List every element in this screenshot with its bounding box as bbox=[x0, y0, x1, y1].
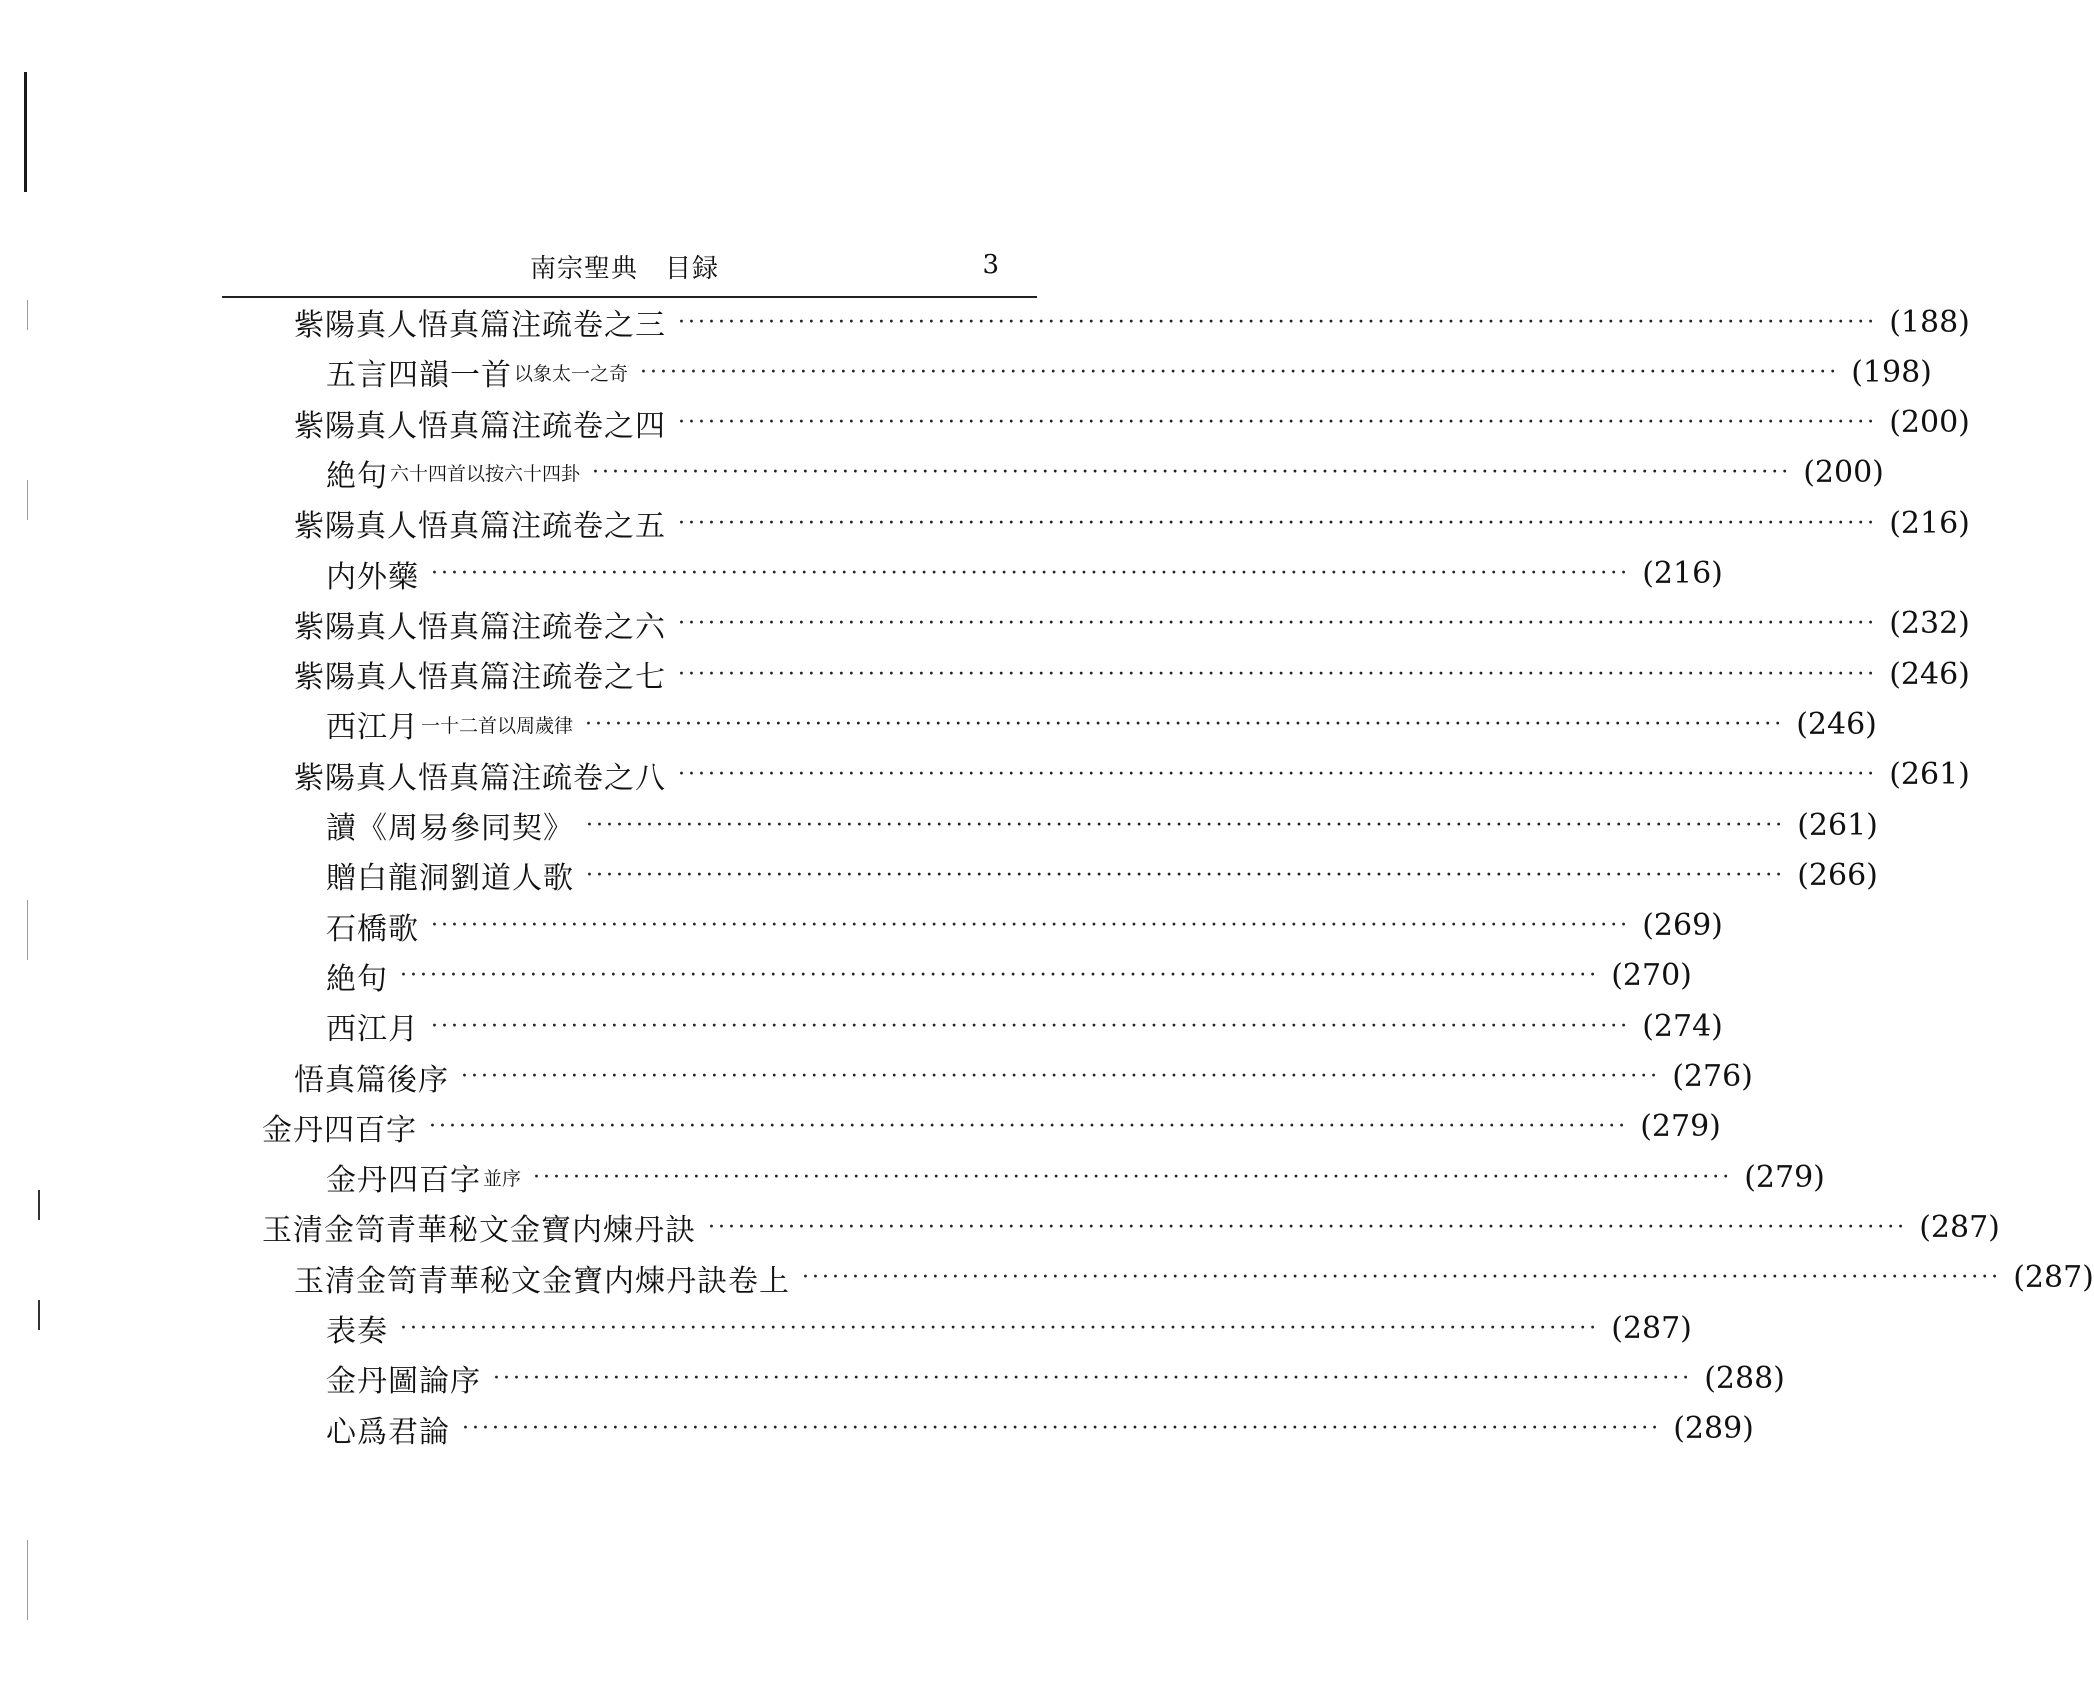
toc-entry-title: 絶句 bbox=[326, 458, 388, 494]
toc-entry bbox=[326, 798, 1878, 852]
toc-entry bbox=[294, 597, 1970, 651]
toc-entry-title: 西江月 bbox=[326, 1012, 419, 1048]
toc-entry-page: (188) bbox=[1889, 304, 1970, 340]
toc-entry bbox=[326, 848, 1878, 902]
running-header bbox=[222, 240, 1037, 296]
toc-entry bbox=[326, 697, 1877, 751]
toc-entry-title: 金丹四百字 bbox=[326, 1163, 481, 1199]
toc-entry-title: 玉清金笥青華秘文金寶内煉丹訣 bbox=[262, 1213, 696, 1249]
toc-entry bbox=[326, 345, 1932, 399]
toc-entry bbox=[294, 496, 1970, 550]
toc-entry-page: (287) bbox=[1611, 1310, 1692, 1346]
toc-leader-dots: ························································································································ bbox=[533, 1164, 1733, 1190]
toc-entry-title: 金丹圖論序 bbox=[326, 1364, 481, 1400]
toc-leader-dots: ························································································································ bbox=[678, 309, 1878, 335]
scan-artifact bbox=[38, 1190, 40, 1220]
toc-entry-title: 内外藥 bbox=[326, 559, 419, 595]
toc-entry-page: (200) bbox=[1803, 455, 1884, 491]
toc-entry bbox=[294, 1251, 2094, 1305]
toc-entry bbox=[262, 1100, 1721, 1154]
scan-artifact bbox=[27, 1540, 28, 1620]
toc-entry bbox=[294, 1050, 1753, 1104]
toc-entry-title: 悟真篇後序 bbox=[294, 1062, 449, 1098]
toc-entry bbox=[294, 748, 1970, 802]
toc-leader-dots: ························································································································ bbox=[431, 561, 1631, 586]
toc-entry-page: (198) bbox=[1851, 354, 1932, 390]
toc-leader-dots: ························································································································ bbox=[586, 862, 1786, 888]
toc-entry-note: 一十二首以周歲律 bbox=[421, 714, 574, 737]
toc-entry-title: 紫陽真人悟真篇注疏卷之四 bbox=[294, 408, 666, 444]
toc-entry bbox=[294, 647, 1970, 701]
toc-entry bbox=[326, 446, 1884, 500]
toc-entry bbox=[294, 396, 1970, 450]
toc-entry-page: (261) bbox=[1889, 757, 1970, 793]
toc-entry-title: 贈白龍洞劉道人歌 bbox=[326, 861, 574, 897]
toc-entry-page: (279) bbox=[1640, 1109, 1721, 1145]
toc-entry-title: 絶句 bbox=[326, 961, 388, 997]
toc-entry bbox=[326, 899, 1723, 953]
toc-entry-title: 金丹四百字 bbox=[262, 1112, 417, 1148]
scan-artifact bbox=[27, 480, 28, 520]
toc-entry-page: (289) bbox=[1673, 1411, 1754, 1447]
toc-leader-dots: ························································································································ bbox=[802, 1265, 2002, 1291]
toc-entry-page: (269) bbox=[1642, 908, 1723, 944]
toc-entry-title: 表奏 bbox=[326, 1314, 388, 1349]
toc-leader-dots: ························································································································ bbox=[461, 1064, 1661, 1089]
toc-leader-dots: ························································································································ bbox=[678, 762, 1878, 788]
toc-entry-page: (216) bbox=[1889, 505, 1970, 541]
toc-entry bbox=[326, 1150, 1825, 1204]
toc-leader-dots: ························································································································ bbox=[678, 410, 1878, 436]
toc-entry-title: 玉清金笥青華秘文金寶内煉丹訣卷上 bbox=[294, 1263, 790, 1299]
toc-entry-page: (232) bbox=[1889, 606, 1970, 642]
toc-entry-page: (274) bbox=[1642, 1008, 1723, 1044]
toc-entry-page: (216) bbox=[1642, 556, 1723, 591]
toc-entry-page: (287) bbox=[2013, 1260, 2094, 1296]
scan-artifact bbox=[27, 300, 28, 330]
toc-entry-title: 紫陽真人悟真篇注疏卷之五 bbox=[294, 509, 666, 545]
toc-entry bbox=[294, 295, 1970, 349]
toc-entry-page: (287) bbox=[1919, 1209, 2000, 1245]
toc-entry-page: (266) bbox=[1797, 857, 1878, 893]
toc-leader-dots: ························································································································ bbox=[586, 812, 1786, 838]
toc-entry-page: (276) bbox=[1672, 1059, 1753, 1094]
toc-leader-dots: ························································································································ bbox=[678, 611, 1878, 637]
toc-entry-page: (288) bbox=[1704, 1360, 1785, 1396]
toc-entry bbox=[326, 999, 1723, 1053]
toc-entry bbox=[326, 949, 1692, 1003]
toc-entry bbox=[326, 547, 1723, 601]
toc-entry-page: (246) bbox=[1889, 656, 1970, 692]
header-title: 南宗聖典 目録 bbox=[530, 254, 720, 284]
scan-artifact bbox=[27, 900, 28, 960]
toc-entry bbox=[326, 1402, 1754, 1456]
toc-entry bbox=[262, 1200, 2000, 1254]
scan-artifact bbox=[38, 1300, 40, 1330]
toc-entry bbox=[326, 1301, 1692, 1355]
toc-entry-title: 石橋歌 bbox=[326, 911, 419, 947]
toc-entry-title: 紫陽真人悟真篇注疏卷之八 bbox=[294, 760, 666, 796]
toc-entry-title: 紫陽真人悟真篇注疏卷之三 bbox=[294, 308, 666, 343]
toc-leader-dots: ························································································································ bbox=[592, 460, 1792, 486]
toc-entry-page: (246) bbox=[1796, 706, 1877, 742]
toc-leader-dots: ························································································································ bbox=[462, 1416, 1662, 1442]
toc-entry-page: (270) bbox=[1611, 958, 1692, 994]
toc-leader-dots: ························································································································ bbox=[640, 359, 1840, 385]
toc-entry-page: (279) bbox=[1744, 1159, 1825, 1195]
toc-leader-dots: ························································································································ bbox=[678, 510, 1878, 536]
toc-entry-note: 並序 bbox=[483, 1167, 522, 1190]
toc-entry-page: (261) bbox=[1797, 807, 1878, 843]
toc-leader-dots: ························································································································ bbox=[585, 711, 1785, 737]
toc-entry-title: 紫陽真人悟真篇注疏卷之六 bbox=[294, 609, 666, 645]
toc-leader-dots: ························································································································ bbox=[431, 913, 1631, 939]
toc-entry-note: 六十四首以按六十四卦 bbox=[390, 463, 581, 486]
page-number: 3 bbox=[982, 250, 999, 280]
toc-entry-title: 西江月 bbox=[326, 710, 419, 746]
toc-leader-dots: ························································································································ bbox=[678, 661, 1878, 687]
toc-leader-dots: ························································································································ bbox=[400, 1315, 1600, 1341]
toc-leader-dots: ························································································································ bbox=[431, 1013, 1631, 1039]
toc-entry-note: 以象太一之奇 bbox=[514, 362, 629, 385]
toc-entry bbox=[326, 1351, 1785, 1405]
toc-entry-title: 讀《周易參同契》 bbox=[326, 811, 574, 846]
toc-leader-dots: ························································································································ bbox=[400, 963, 1600, 989]
toc-entry-title: 五言四韻一首 bbox=[326, 358, 512, 394]
scan-binding-mark bbox=[24, 72, 27, 192]
toc-entry-page: (200) bbox=[1889, 405, 1970, 441]
toc-leader-dots: ························································································································ bbox=[708, 1214, 1908, 1240]
toc-entry-title: 紫陽真人悟真篇注疏卷之七 bbox=[294, 660, 666, 696]
toc-entry-title: 心爲君論 bbox=[326, 1414, 450, 1450]
toc-leader-dots: ························································································································ bbox=[493, 1365, 1693, 1391]
toc-leader-dots: ························································································································ bbox=[429, 1114, 1629, 1140]
